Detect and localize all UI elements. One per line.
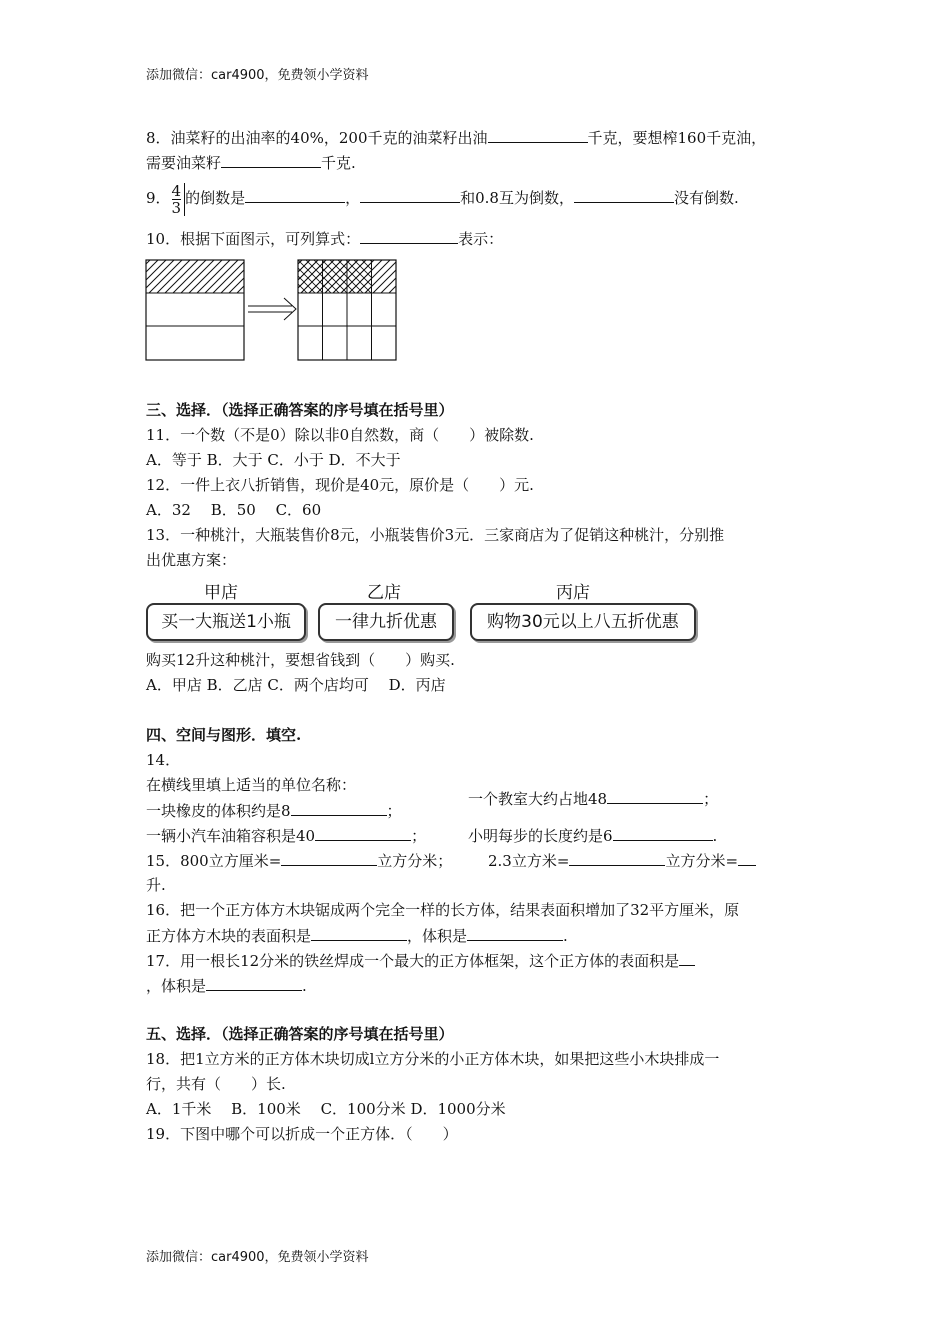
cross-shaded-cells bbox=[298, 260, 371, 293]
shop-bing-label: 丙店 bbox=[556, 583, 590, 603]
question-11: 11．一个数（不是0）除以非0自然数，商（ ）被除数. bbox=[146, 426, 534, 444]
question-13-line-1: 13．一种桃汁，大瓶装售价8元，小瓶装售价3元．三家商店为了促销这种桃汁，分别推 bbox=[146, 526, 725, 544]
question-19: 19．下图中哪个可以折成一个正方体．（ ） bbox=[146, 1125, 458, 1143]
shop-bing-offer: 购物30元以上八五折优惠 bbox=[470, 603, 696, 641]
q8-text-c: 需要油菜籽 bbox=[146, 154, 222, 172]
question-14-c: 一辆小汽车油箱容积是40 ； bbox=[146, 827, 427, 845]
shaded-third bbox=[146, 260, 244, 293]
question-9: 9． $\frac{4}{3}$的倒数是 ， 和0.8互为倒数， 没有倒数. bbox=[146, 181, 739, 217]
question-12: 12．一件上衣八折销售，现价是40元，原价是（ ）元. bbox=[146, 476, 534, 494]
question-11-options: A．等于 B．大于 C．小于 D．不大于 bbox=[146, 451, 401, 469]
q15-blank-3[interactable] bbox=[738, 850, 756, 866]
question-10: 10．根据下面图示，可列算式： 表示： bbox=[146, 230, 504, 248]
question-17-line-2: ，体积是 . bbox=[146, 977, 307, 995]
q16-blank-1[interactable] bbox=[311, 925, 407, 941]
shop-jia-label: 甲店 bbox=[204, 583, 238, 603]
fraction-area-diagram bbox=[144, 258, 400, 364]
q14-blank-a[interactable] bbox=[291, 800, 387, 816]
q9-blank-2[interactable] bbox=[360, 187, 460, 203]
question-15-part-2: 2.3立方米= 立方分米= bbox=[488, 850, 756, 871]
question-13-line-3: 购买12升这种桃汁，要想省钱到（ ）购买. bbox=[146, 651, 455, 669]
question-17-line-1: 17．用一根长12分米的铁丝焊成一个最大的正方体框架，这个正方体的表面积是 bbox=[146, 950, 695, 971]
shop-yi-label: 乙店 bbox=[367, 583, 401, 603]
question-14-b: 一个教室大约占地48 ； bbox=[468, 790, 719, 808]
q14-blank-b[interactable] bbox=[607, 788, 703, 804]
q16-blank-2[interactable] bbox=[467, 925, 563, 941]
question-14-intro: 在横线里填上适当的单位名称： bbox=[146, 776, 357, 794]
q9-text-1: 的倒数是 bbox=[185, 189, 246, 207]
right-grid bbox=[298, 260, 396, 360]
question-18-options: A．1千米 B．100米 C．100分米 D．1000分米 bbox=[146, 1100, 506, 1118]
question-16-line-1: 16．把一个正方体方木块锯成两个完全一样的长方体，结果表面积增加了32平方厘米，原 bbox=[146, 901, 740, 919]
q9-blank-1[interactable] bbox=[245, 187, 345, 203]
q17-blank-2[interactable] bbox=[206, 975, 302, 991]
question-15: 15．800立方厘米= 立方分米； bbox=[146, 852, 453, 870]
left-rectangle bbox=[146, 260, 244, 360]
section-5-title: 五、选择．（选择正确答案的序号填在括号里） bbox=[146, 1025, 454, 1043]
question-13-options: A．甲店 B．乙店 C．两个店均可 D．丙店 bbox=[146, 676, 446, 694]
page-footer: 添加微信：car4900，免费领小学资料 bbox=[146, 1250, 369, 1265]
section-3-title: 三、选择．（选择正确答案的序号填在括号里） bbox=[146, 401, 454, 419]
question-13-line-2: 出优惠方案： bbox=[146, 551, 237, 569]
q9-number: 9． bbox=[146, 189, 171, 207]
question-15-unit: 升. bbox=[146, 876, 166, 894]
q8-blank-1[interactable] bbox=[488, 127, 588, 143]
shop-jia-offer: 买一大瓶送1小瓶 bbox=[146, 603, 306, 641]
arrow-icon bbox=[248, 298, 296, 320]
q15-blank-1[interactable] bbox=[281, 850, 377, 866]
q8-text-a: 8．油菜籽的出油率的40%，200千克的油菜籽出油 bbox=[146, 129, 488, 147]
q15-blank-2[interactable] bbox=[569, 850, 665, 866]
section-4-title: 四、空间与图形．填空. bbox=[146, 726, 302, 744]
question-8-line-1 bbox=[146, 127, 766, 148]
q17-blank-1[interactable] bbox=[679, 950, 695, 966]
q8-text-d: 千克. bbox=[321, 154, 356, 172]
question-14-d: 小明每步的长度约是6 . bbox=[468, 827, 718, 845]
question-14-number: 14． bbox=[146, 751, 181, 769]
shop-yi-offer: 一律九折优惠 bbox=[318, 603, 454, 641]
q14-blank-c[interactable] bbox=[315, 825, 411, 841]
q8-blank-2[interactable] bbox=[221, 152, 321, 168]
question-14-a: 一块橡皮的体积约是8 ； bbox=[146, 802, 402, 820]
q10-blank[interactable] bbox=[360, 228, 458, 244]
q9-blank-3[interactable] bbox=[574, 187, 674, 203]
question-12-options: A．32 B．50 C．60 bbox=[146, 501, 322, 519]
question-8-line-2 bbox=[146, 152, 356, 173]
question-16-line-2: 正方体方木块的表面积是 ，体积是 . bbox=[146, 927, 568, 945]
page-header: 添加微信：car4900，免费领小学资料 bbox=[146, 68, 369, 83]
q8-text-b: 千克，要想榨160千克油， bbox=[587, 129, 767, 147]
question-18-line-2: 行，共有（ ）长. bbox=[146, 1075, 286, 1093]
fraction-four-thirds: $\frac{4}{3}$ bbox=[171, 183, 186, 216]
question-18-line-1: 18．把1立方米的正方体木块切成l立方分米的小正方体木块，如果把这些小木块排成一 bbox=[146, 1050, 720, 1068]
q14-blank-d[interactable] bbox=[613, 825, 713, 841]
